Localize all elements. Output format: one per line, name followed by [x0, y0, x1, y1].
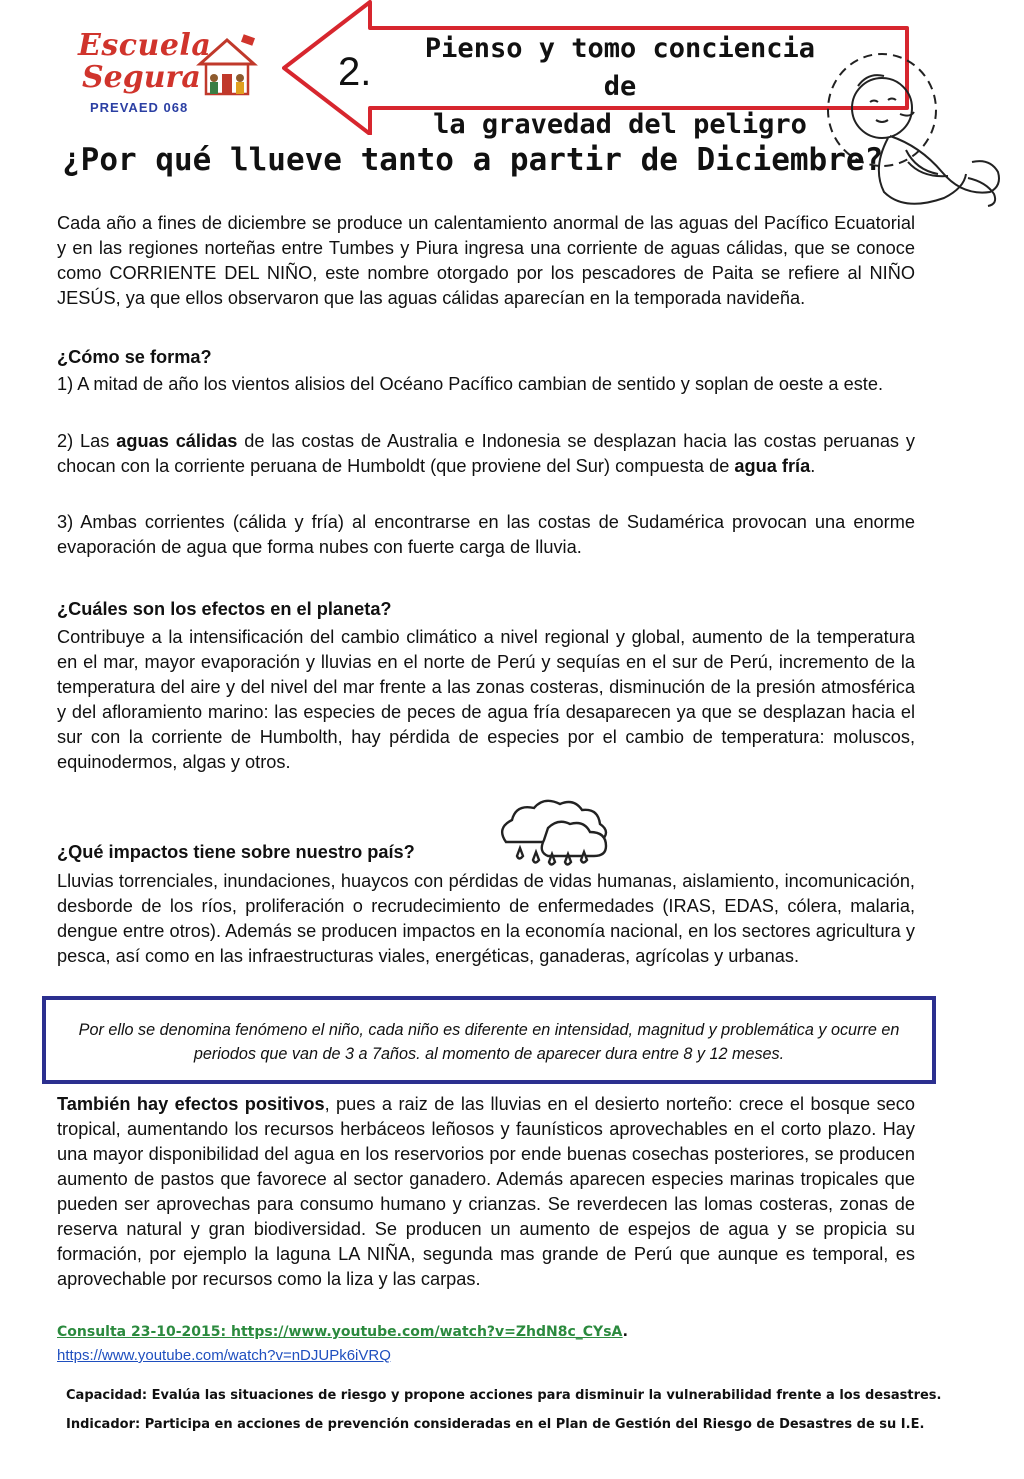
positivos-text: , pues a raiz de las lluvias en el desierto norteño: crece el bosque seco tropical, aumentando los recursos herbáceos leñosos y faunísticos aprovechables en el corto plazo. Hay una mayor disponibilidad del agua en los reservorios por ende buenas cosechas posteriores, se producen aumento de pastos que favorece al sector ganadero. Además aparecen especies marinas tropicales que pueden ser aprovechas para consumo humano y crianzas. Se reverdecen las lomas costeras, zonas de reserva natural y gran biodiversidad. Se producen un aumento de espejos de agua y se propicia su formación, por ejemplo la laguna LA NIÑA, segunda mas grande de Perú que aunque es temporal, es aprovechable por recursos como la liza y las carpas.: [57, 1094, 915, 1289]
footer-indicador: Indicador: Participa en acciones de prevención consideradas en el Plan de Gestión del Riesgo de Desastres de su I.E.: [66, 1417, 925, 1432]
impactos-paragraph: Lluvias torrenciales, inundaciones, huaycos con pérdidas de vidas humanas, aislamiento, incomunicación, desborde de los ríos, proliferación o recrudecimiento de enfermedades (IRAS, EDAS, cólera, malaria, dengue entre otros). Además se producen impactos en la economía nacional, en los sectores agricultura y pesca, así como en las infraestructuras viales, energéticas, ganaderas, agrícolas y urbanas.: [57, 871, 915, 966]
step-2-part-a: 2) Las: [57, 431, 117, 451]
logo-word-segura: Segura: [82, 60, 201, 95]
source-consulta-end: .: [622, 1324, 628, 1340]
logo-subtitle: PREVAED 068: [90, 100, 189, 115]
step-2-aguas-calidas: aguas cálidas: [116, 431, 238, 451]
school-logo: [68, 28, 278, 128]
banner-line-1: Pienso y tomo conciencia de: [424, 33, 816, 102]
como-step-2: [57, 429, 915, 479]
heading-impactos: ¿Qué impactos tiene sobre nuestro país?: [57, 842, 415, 862]
section-number: 2.: [338, 50, 372, 94]
intro-paragraph: Cada año a fines de diciembre se produce un calentamiento anormal de las aguas del Pacífico Ecuatorial y en las regiones norteñas entre Tumbes y Piura ingresa una corriente de aguas cálidas, que se conoce como CORRIENTE DEL NIÑO, este nombre otorgado por los pescadores de Paita se refiere al NIÑO JESÚS, ya que ellos observaron que las aguas cálidas aparecían en la temporada navideña.: [57, 213, 915, 308]
efectos-paragraph: Contribuye a la intensificación del cambio climático a nivel regional y global, aumento de la temperatura en el mar, mayor evaporación y lluvias en el norte de Perú y sequías en el sur de Perú, incremento de la temperatura del aire y del nivel del mar frente a las zonas costeras, disminución de la presión atmosférica y del afloramiento marino: las especies de peces de agua fría desaparecen ya que se desplazan hacia el sur con la corriente de Humbolth, hay pérdida de especies por el cambio de temperatura: moluscos, equinodermos, algas y otros.: [57, 627, 915, 772]
heading-efectos: ¿Cuáles son los efectos en el planeta?: [57, 599, 392, 619]
footer-capacidad: Capacidad: Evalúa las situaciones de riesgo y propone acciones para disminuir la vulnerabilidad frente a los desastres.: [66, 1388, 942, 1403]
source-consulta-link[interactable]: Consulta 23-10-2015: https://www.youtube.com/watch?v=ZhdN8c_CYsA: [57, 1324, 623, 1340]
step-2-part-e: .: [810, 456, 816, 476]
section-banner: [410, 30, 830, 144]
page-title: ¿Por qué llueve tanto a partir de Diciembre?: [62, 142, 884, 178]
callout-box: [42, 996, 936, 1084]
positivos-paragraph: [57, 1092, 915, 1292]
positivos-lead: También hay efectos positivos: [57, 1094, 325, 1114]
callout-text: Por ello se denomina fenómeno el niño, cada niño es diferente en intensidad, magnitud y problemática y ocurre en periodos que van de 3 a 7años. al momento de aparecer dura entre 8 y 12 meses.: [78, 1021, 900, 1063]
banner-line-2: la gravedad del peligro: [433, 109, 807, 140]
como-step-3: 3) Ambas corrientes (cálida y fría) al encontrarse en las costas de Sudamérica provocan una enorme evaporación de agua que forma nubes con fuerte carga de lluvia.: [57, 512, 915, 557]
source-consulta[interactable]: [57, 1324, 628, 1340]
baby-illustration-icon: [818, 50, 1014, 220]
step-2-agua-fria: agua fría: [734, 456, 811, 476]
step-2-part-c: de las costas de Australia e Indonesia se desplazan hacia las costas peruanas y chocan con la corriente peruana de Humboldt (que proviene del Sur) compuesta de: [57, 431, 915, 476]
logo-word-escuela: Escuela: [78, 28, 212, 63]
heading-como-se-forma: ¿Cómo se forma?: [57, 347, 212, 367]
rain-cloud-icon: [496, 798, 622, 872]
source-link-2[interactable]: https://www.youtube.com/watch?v=nDJUPk6iVRQ: [57, 1347, 391, 1364]
como-step-1: 1) A mitad de año los vientos alisios del Océano Pacífico cambian de sentido y soplan de oeste a este.: [57, 374, 884, 394]
